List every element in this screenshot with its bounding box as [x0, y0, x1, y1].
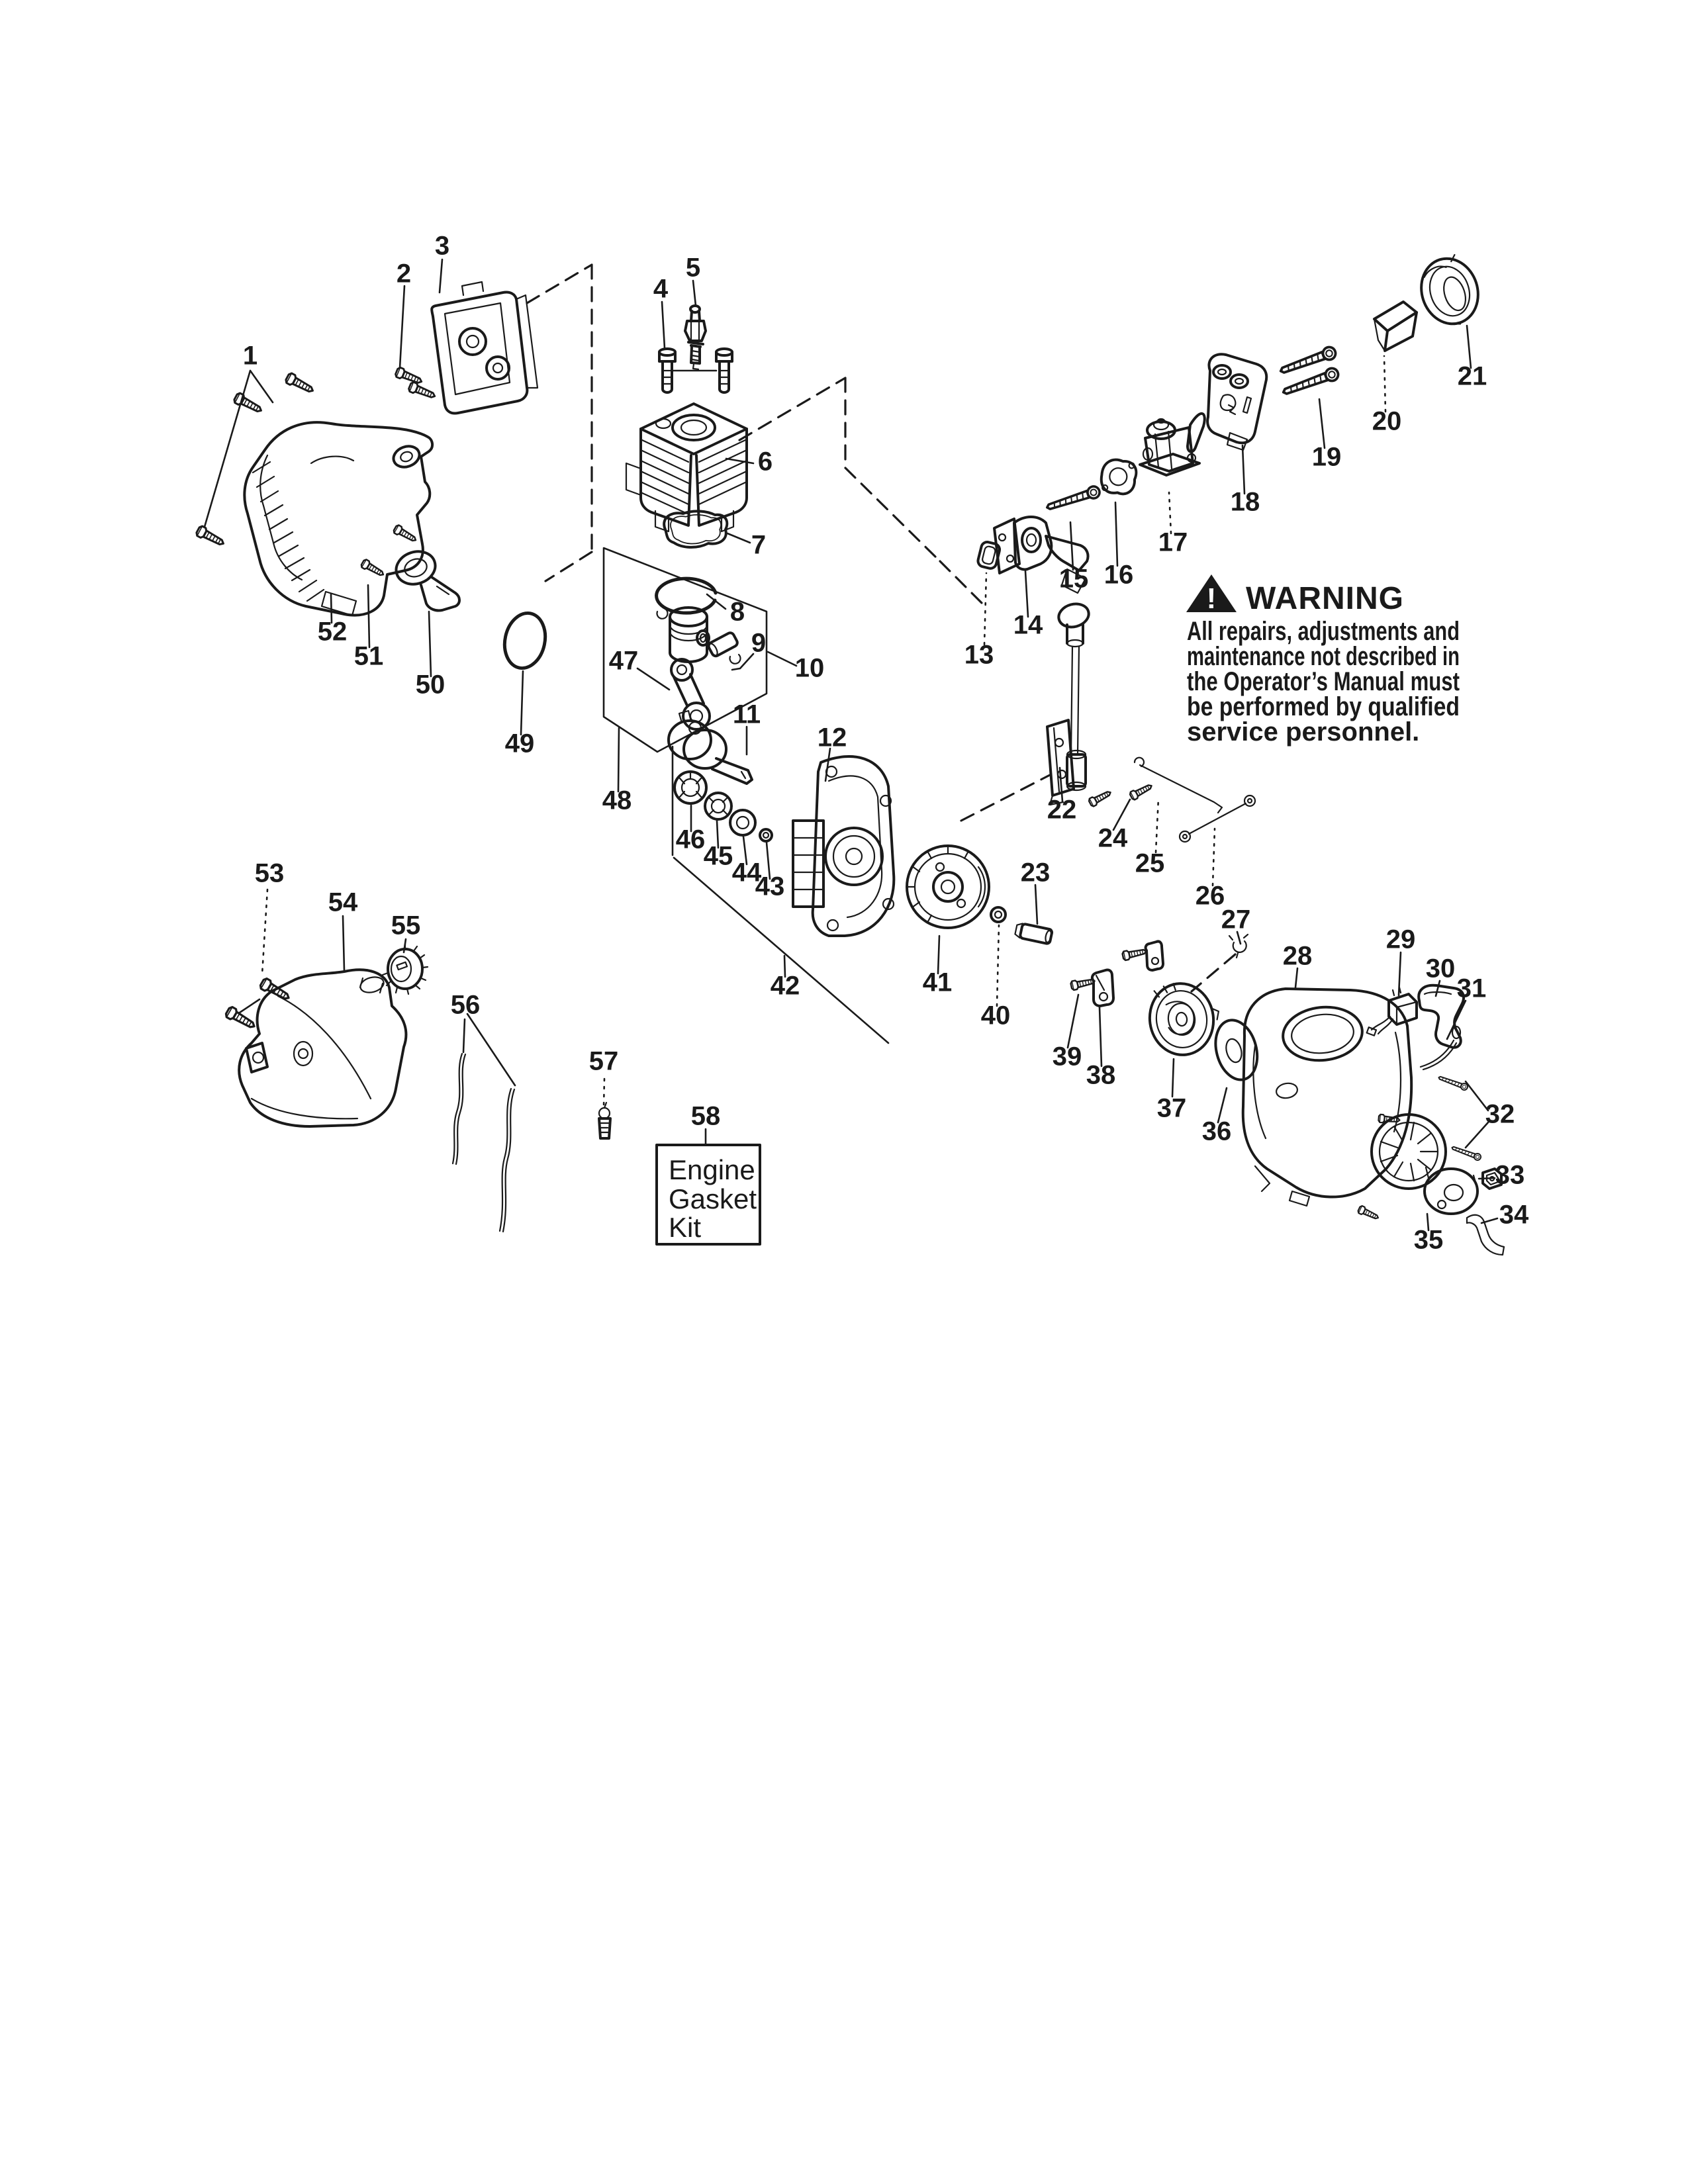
warning-line-4: be performed by qualified — [1187, 692, 1460, 721]
part-callout-56: 56 — [450, 990, 481, 1020]
part-callout-48: 48 — [602, 786, 632, 815]
part-callout-9: 9 — [751, 628, 767, 658]
part-15-bolt — [1045, 485, 1101, 514]
part-callout-51: 51 — [353, 641, 384, 671]
part-callout-36: 36 — [1201, 1116, 1232, 1146]
part-callout-54: 54 — [328, 887, 358, 917]
part-callout-57: 57 — [588, 1046, 619, 1076]
part-callout-10: 10 — [794, 653, 825, 683]
part-callout-50: 50 — [415, 670, 445, 700]
part-32-bolts — [1357, 1074, 1481, 1221]
ring-clip-b — [729, 655, 740, 664]
part-23-pin — [1015, 923, 1053, 944]
part-28-starter-housing — [1243, 989, 1411, 1206]
part-34-wire-clip — [1467, 1215, 1504, 1255]
part-callout-22: 22 — [1047, 795, 1077, 825]
part-36-washer — [1209, 1015, 1264, 1084]
part-callout-25: 25 — [1135, 848, 1165, 878]
part-54-fuel-tank — [239, 970, 406, 1126]
part-39-screws — [1070, 947, 1147, 991]
part-callout-12: 12 — [817, 723, 847, 752]
part-1-screws — [195, 373, 315, 549]
kit-line-1: Engine — [669, 1154, 755, 1185]
part-callout-34: 34 — [1499, 1200, 1529, 1230]
part-52-muffler-cover — [244, 422, 432, 615]
kit-line-3: Kit — [669, 1212, 702, 1243]
ring-clip-a — [657, 610, 667, 619]
kit-line-2: Gasket — [669, 1183, 757, 1214]
part-callout-2: 2 — [396, 259, 412, 289]
part-callout-4: 4 — [653, 274, 669, 304]
part-19-screws — [1279, 345, 1340, 398]
part-callout-32: 32 — [1485, 1099, 1515, 1129]
part-41-flywheel — [907, 846, 989, 928]
part-callout-17: 17 — [1158, 527, 1188, 557]
part-44-seal — [730, 810, 755, 835]
part-20-air-filter — [1374, 302, 1417, 351]
part-callout-18: 18 — [1230, 487, 1260, 517]
part-callout-16: 16 — [1103, 560, 1134, 590]
part-callout-26: 26 — [1195, 881, 1225, 911]
part-57-fuel-filter — [599, 1103, 610, 1138]
part-callout-49: 49 — [504, 729, 535, 758]
part-12-crankcase — [793, 756, 894, 936]
part-callout-28: 28 — [1282, 941, 1313, 971]
part-5-spark-plug — [685, 306, 706, 369]
part-callout-38: 38 — [1086, 1060, 1116, 1090]
part-callout-31: 31 — [1456, 974, 1487, 1003]
part-2-screws — [395, 367, 436, 400]
part-callout-46: 46 — [675, 825, 706, 854]
part-callout-3: 3 — [434, 231, 450, 261]
part-17-carburetor — [1140, 414, 1205, 475]
part-callout-8: 8 — [729, 597, 745, 627]
part-callout-45: 45 — [703, 841, 733, 871]
part-callout-30: 30 — [1425, 954, 1456, 983]
part-45-bearing — [705, 793, 731, 819]
part-callout-1: 1 — [242, 341, 258, 371]
part-50-spark-arrestor — [392, 547, 459, 611]
part-callout-44: 44 — [731, 858, 762, 887]
part-callout-5: 5 — [685, 253, 701, 283]
part-callout-58: 58 — [690, 1101, 721, 1131]
part-24-screws — [1088, 782, 1154, 807]
part-callout-19: 19 — [1311, 442, 1342, 472]
part-22-choke-rod — [1047, 601, 1092, 805]
part-callout-14: 14 — [1013, 610, 1043, 640]
warning-title: WARNING — [1246, 581, 1404, 616]
engine-gasket-kit-box — [657, 1145, 760, 1244]
part-callout-23: 23 — [1020, 858, 1051, 887]
part-7-cylinder-gasket — [664, 511, 727, 547]
part-callout-33: 33 — [1495, 1160, 1525, 1190]
part-40-washer — [991, 907, 1006, 922]
part-callout-6: 6 — [757, 447, 773, 477]
part-callout-39: 39 — [1052, 1042, 1082, 1071]
part-callout-15: 15 — [1058, 564, 1089, 594]
warning-line-5: service personnel. — [1187, 717, 1420, 747]
part-callout-40: 40 — [980, 1001, 1011, 1030]
part-callout-13: 13 — [964, 640, 994, 670]
part-3-muffler — [432, 282, 538, 414]
part-18-airbox-plate — [1207, 354, 1266, 450]
warning-block — [1186, 574, 1460, 747]
part-callout-29: 29 — [1385, 925, 1416, 954]
part-callout-55: 55 — [391, 911, 421, 940]
warning-line-2: maintenance not described in — [1187, 642, 1460, 671]
part-callout-24: 24 — [1098, 823, 1128, 853]
part-21-filter-cover — [1413, 251, 1487, 332]
part-9-wrist-pin — [707, 631, 739, 658]
part-49-gasket-ring — [500, 610, 550, 672]
warning-line-1: All repairs, adjustments and — [1187, 617, 1460, 646]
part-callout-35: 35 — [1413, 1225, 1444, 1255]
part-callout-27: 27 — [1221, 905, 1251, 934]
part-43-o-ring — [760, 829, 772, 841]
part-callout-42: 42 — [770, 971, 800, 1001]
part-callout-11: 11 — [732, 700, 761, 729]
part-31-starter-rope — [1421, 1040, 1456, 1069]
part-callout-53: 53 — [254, 858, 285, 888]
part-16-carb-gasket — [1099, 457, 1138, 496]
part-callout-7: 7 — [751, 530, 767, 560]
part-callout-21: 21 — [1457, 361, 1487, 391]
part-callout-52: 52 — [317, 617, 348, 647]
part-callout-37: 37 — [1156, 1093, 1187, 1123]
part-callout-43: 43 — [755, 872, 785, 901]
part-35-fan-drum — [1372, 1115, 1477, 1214]
part-callout-20: 20 — [1372, 406, 1402, 436]
part-37-starter-pulley — [1145, 978, 1224, 1060]
part-56-fuel-lines — [453, 1054, 514, 1232]
warning-line-3: the Operator’s Manual must — [1187, 667, 1460, 696]
part-callout-47: 47 — [608, 646, 639, 676]
part-callout-41: 41 — [922, 968, 953, 997]
part-26-throttle-cable — [1180, 796, 1255, 842]
part-46-bearing — [675, 772, 706, 803]
warning-exclamation: ! — [1206, 582, 1217, 615]
part-piston — [670, 608, 709, 662]
